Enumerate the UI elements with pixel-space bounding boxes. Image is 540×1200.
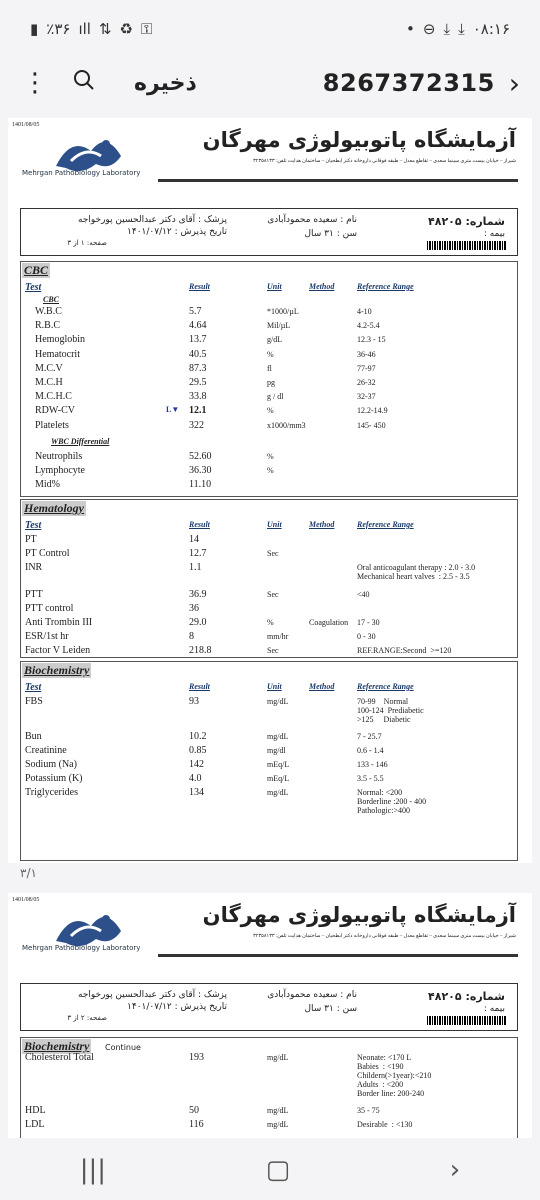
table-row [21, 773, 517, 787]
system-nav-bar [0, 1140, 540, 1200]
row-reference: Oral anticoagulant therapy : 2.0 - 3.0 Mechanical heart valves : 2.5 - 3.5 [357, 563, 476, 582]
print-date-2: 1401/08/05 [12, 897, 40, 903]
row-test: M.C.H [35, 377, 63, 388]
row-reference: 70-99 Normal 100-124 Prediabetic >125 Diabetic [357, 697, 424, 724]
lab-name-fa: آزمایشگاه پاتوبیولوژی مهرگان [202, 128, 516, 152]
row-unit: x1000/mm3 [267, 420, 306, 430]
print-date: 1401/08/05 [12, 122, 40, 128]
table-row [21, 645, 517, 659]
patient-name: نام : سعیده محمودآبادی [267, 215, 357, 225]
row-unit: % [267, 618, 274, 627]
patient-age-2: سن : ۳۱ سال [304, 1004, 357, 1014]
lab-address-2: شیراز – خیابان بیست متری سینما سعدی – تقاطع معدل – طبقه فوقانی داروخانه دکتر ابطحیان – ساختمان هدایت تلفن: ۳۲۳۵۸۱۳۳ [253, 934, 516, 939]
col-unit-3: Unit [267, 682, 282, 691]
table-row [21, 465, 517, 479]
row-reference: 35 - 75 [357, 1106, 380, 1115]
table-row [21, 696, 517, 724]
recent-apps-icon[interactable]: ||| [79, 1155, 107, 1185]
row-reference: Normal: <200 Borderline :200 - 400 Pathologic:>400 [357, 788, 427, 815]
table-row [21, 603, 517, 617]
row-unit: mg/dL [267, 788, 289, 797]
report-page-1 [8, 118, 532, 863]
row-unit: pg [267, 378, 275, 387]
report-number: شماره: ۴۸۲۰۵ [428, 215, 505, 228]
lab-logo-icon-2 [16, 901, 156, 961]
row-reference: 145- 450 [357, 420, 386, 430]
download-icon: ⤓ [443, 20, 451, 38]
battery-level: ٪۳۶ [46, 20, 71, 38]
row-result: 29.5 [189, 377, 207, 388]
col-unit-2: Unit [267, 520, 282, 529]
row-test: Anti Trombin III [25, 617, 93, 628]
table-row [21, 787, 517, 815]
row-unit: mg/dL [267, 1120, 289, 1129]
row-result: 10.2 [189, 731, 207, 742]
col-reference-2: Reference Range [357, 520, 414, 529]
col-result: Result [189, 282, 210, 291]
row-result: 36.30 [189, 465, 212, 477]
save-button[interactable]: ذخیره [134, 70, 197, 96]
download-icon-2: ⤓ [458, 20, 465, 38]
row-unit: mEq/L [267, 760, 290, 769]
row-result: 4.0 [189, 773, 202, 784]
table-row [21, 745, 517, 759]
lab-name-en-2: Mehrgan Pathobiology Laboratory [22, 944, 141, 952]
row-test: Sodium (Na) [25, 759, 77, 770]
row-result: 33.8 [189, 391, 207, 403]
back-chevron-icon[interactable]: › [508, 66, 520, 100]
table-row [21, 631, 517, 645]
row-unit: Mil/µL [267, 321, 291, 331]
row-unit: Sec [267, 549, 279, 559]
table-row [21, 759, 517, 773]
row-result: 8 [189, 631, 194, 643]
table-row [21, 1105, 517, 1119]
search-icon[interactable] [64, 69, 104, 97]
row-result: 134 [189, 787, 204, 798]
row-test: Factor V Leiden [25, 645, 91, 657]
col-unit: Unit [267, 282, 282, 291]
row-reference: 77-97 [357, 363, 376, 373]
table-row [21, 479, 517, 493]
row-reference: Neonate: <170 L Babies : <190 Childern(>1year):<210 Adults : <200 Border line: 200-240 [357, 1053, 432, 1098]
row-reference: 17 - 30 [357, 618, 380, 627]
page-indicator: ۳/۱ [20, 866, 37, 880]
row-test: PTT [25, 588, 43, 600]
row-reference: 12.2-14.9 [357, 406, 388, 416]
row-reference: 0.6 - 1.4 [357, 746, 384, 755]
key-icon: ⚿ [140, 20, 153, 38]
data-icon: ⇅ [98, 20, 112, 38]
col-reference: Reference Range [357, 282, 414, 291]
row-result: 322 [189, 419, 204, 431]
row-unit: g/dL [267, 335, 283, 345]
row-unit: % [267, 406, 274, 416]
page-count-2: صفحه: ۲ از ۳ [67, 1014, 107, 1022]
row-result: 87.3 [189, 362, 207, 374]
lab-logo-icon [16, 126, 156, 186]
header-divider [158, 179, 518, 182]
row-test: M.C.H.C [35, 391, 72, 403]
row-unit: g / dl [267, 392, 284, 402]
row-unit: mEq/L [267, 774, 290, 783]
row-reference: 26-32 [357, 378, 376, 387]
admission-date: تاریخ پذیرش : ۱۴۰۱/۰۷/۱۲ [127, 227, 227, 237]
row-test: HDL [25, 1105, 46, 1116]
row-unit: mg/dL [267, 697, 289, 706]
col-test-2: Test [25, 520, 42, 531]
row-test: RDW-CV [35, 405, 75, 417]
barcode [427, 241, 507, 250]
continue-label: Continue [105, 1043, 141, 1052]
row-reference: 12.3 - 15 [357, 335, 386, 345]
table-row [21, 349, 517, 363]
row-result: 142 [189, 759, 204, 770]
row-result: 12.7 [189, 548, 207, 560]
row-reference: <40 [357, 589, 370, 599]
cbc-subtitle: CBC [43, 295, 60, 304]
table-row [21, 617, 517, 631]
row-unit: Sec [267, 589, 279, 599]
row-result: 13.7 [189, 334, 207, 346]
patient-name-2: نام : سعیده محمودآبادی [267, 990, 357, 1000]
clock: ۰۸:۱۶ [472, 20, 510, 38]
col-method-3: Method [309, 682, 335, 691]
patient-age: سن : ۳۱ سال [304, 229, 357, 239]
cbc-title: CBC [24, 263, 49, 277]
row-reference: 0 - 30 [357, 632, 376, 642]
row-result: 116 [189, 1119, 204, 1130]
row-test: PT [25, 534, 37, 545]
row-unit: % [267, 349, 274, 359]
row-result: 36 [189, 602, 199, 614]
row-unit: % [267, 466, 274, 476]
table-row [21, 589, 517, 603]
lab-address: شیراز – خیابان بیست متری سینما سعدی – تقاطع معدل – طبقه فوقانی داروخانه دکتر ابطحیان – ساختمان هدایت تلفن: ۳۲۳۵۸۱۳۳ [253, 159, 516, 164]
col-reference-3: Reference Range [357, 682, 414, 691]
col-method-2: Method [309, 520, 335, 529]
row-method: Coagulation [309, 618, 349, 627]
row-test: LDL [25, 1119, 45, 1130]
row-reference: 133 - 146 [357, 760, 388, 769]
table-row [21, 320, 517, 334]
row-result: 218.8 [189, 645, 212, 657]
col-method: Method [309, 282, 335, 291]
row-test: Platelets [35, 419, 69, 431]
row-test: Triglycerides [25, 787, 78, 798]
more-options-icon[interactable]: ⋮ [22, 68, 48, 98]
row-result: 36.9 [189, 588, 207, 600]
row-result: 93 [189, 696, 199, 707]
row-reference: 3.5 - 5.5 [357, 774, 384, 783]
row-reference: Desirable : <130 [357, 1120, 413, 1129]
row-unit: Sec [267, 646, 279, 656]
patient-info-box-2 [20, 983, 518, 1031]
row-result: 29.0 [189, 617, 207, 628]
recycle-icon: ♻ [119, 20, 133, 38]
patient-info-box [20, 208, 518, 256]
row-test: PT Control [25, 548, 70, 560]
biochemistry-continued-section [20, 1037, 518, 1138]
row-result: 5.7 [189, 306, 202, 317]
biochemistry-section [20, 661, 518, 861]
row-result: 193 [189, 1052, 204, 1063]
report-number-2: شماره: ۴۸۲۰۵ [428, 990, 505, 1003]
admission-date-2: تاریخ پذیرش : ۱۴۰۱/۰۷/۱۲ [127, 1002, 227, 1012]
doctor-name-2: پزشک : آقای دکتر عبدالحسین پورخواجه [77, 990, 227, 1000]
row-test: Hemoglobin [35, 334, 85, 346]
page-count: صفحه: ۱ از ۳ [67, 239, 107, 247]
row-unit: mg/dL [267, 1106, 289, 1115]
table-row [21, 391, 517, 405]
dot-icon: • [406, 20, 415, 38]
row-reference: 32-37 [357, 392, 376, 402]
row-result: 40.5 [189, 348, 207, 360]
home-icon[interactable]: ▢ [265, 1155, 291, 1185]
col-test: Test [25, 282, 42, 293]
table-row [21, 1052, 517, 1098]
row-result: 12.1 [189, 405, 207, 417]
row-test: Potassium (K) [25, 773, 83, 784]
row-test: Cholesterol Total [25, 1052, 94, 1063]
row-test: W.B.C [35, 306, 62, 317]
row-test: Bun [25, 731, 42, 742]
hematology-title: Hematology [24, 501, 84, 515]
report-page-2 [8, 893, 532, 1138]
table-row [21, 731, 517, 745]
wbc-differential-label: WBC Differential [51, 437, 110, 446]
row-test: R.B.C [35, 320, 61, 332]
table-row [21, 405, 517, 419]
row-unit: mg/dl [267, 746, 286, 755]
row-unit: *1000/µL [267, 307, 299, 316]
table-row [21, 534, 517, 548]
row-reference: 7 - 25.7 [357, 732, 382, 741]
header-divider-2 [158, 954, 518, 957]
table-row [21, 451, 517, 465]
row-unit: mg/dL [267, 732, 289, 741]
row-reference: 4-10 [357, 307, 372, 316]
insurance: بیمه : [483, 229, 505, 239]
row-result: 0.85 [189, 745, 207, 756]
row-test: INR [25, 562, 43, 574]
row-reference: 4.2-5.4 [357, 321, 380, 331]
insurance-2: بیمه : [483, 1004, 505, 1014]
row-test: FBS [25, 696, 43, 707]
row-result: 14 [189, 534, 199, 545]
table-row [21, 1119, 517, 1133]
row-reference: REF.RANGE:Second >=120 [357, 646, 452, 656]
row-test: M.C.V [35, 362, 63, 374]
row-test: Neutrophils [35, 451, 83, 462]
table-row [21, 420, 517, 434]
row-result: 11.10 [189, 479, 212, 491]
doctor-name: پزشک : آقای دکتر عبدالحسین پورخواجه [77, 215, 227, 225]
lab-name-en: Mehrgan Pathobiology Laboratory [22, 169, 141, 177]
col-result-2: Result [189, 520, 210, 529]
row-result: 52.60 [189, 451, 212, 462]
barcode-2 [427, 1016, 507, 1025]
table-row [21, 306, 517, 320]
lab-name-fa-2: آزمایشگاه پاتوبیولوژی مهرگان [202, 903, 516, 927]
row-result: 1.1 [189, 562, 202, 574]
table-row [21, 548, 517, 562]
row-flag: L▼ [166, 405, 180, 415]
row-unit: mm/hr [267, 632, 289, 642]
app-bar [0, 58, 540, 108]
table-row [21, 334, 517, 348]
row-unit: mg/dL [267, 1053, 289, 1062]
back-icon[interactable]: › [449, 1155, 461, 1185]
document-title: 8267372315 [322, 69, 495, 97]
row-test: Creatinine [25, 745, 67, 756]
row-test: ESR/1st hr [25, 631, 69, 643]
table-row [21, 363, 517, 377]
row-result: 50 [189, 1105, 199, 1116]
cbc-section [20, 261, 518, 497]
hematology-section [20, 499, 518, 658]
biochemistry-title-2: Biochemistry [24, 1039, 90, 1053]
col-result-3: Result [189, 682, 210, 691]
table-row [21, 562, 517, 582]
vpn-icon: ⊖ [422, 20, 436, 38]
col-test-3: Test [25, 682, 42, 693]
row-test: Lymphocyte [35, 465, 85, 477]
biochemistry-title: Biochemistry [24, 663, 90, 677]
row-test: PTT control [25, 602, 74, 614]
battery-icon: ▮ [30, 20, 39, 38]
row-test: Hematocrit [35, 348, 80, 360]
table-row [21, 377, 517, 391]
document-viewer[interactable] [0, 118, 540, 1138]
status-bar [0, 0, 540, 58]
row-unit: fl [267, 363, 272, 373]
row-test: Mid% [35, 479, 60, 491]
row-reference: 36-46 [357, 349, 376, 359]
signal-icon: ıll [78, 20, 91, 38]
row-unit: % [267, 452, 274, 461]
row-result: 4.64 [189, 320, 207, 332]
